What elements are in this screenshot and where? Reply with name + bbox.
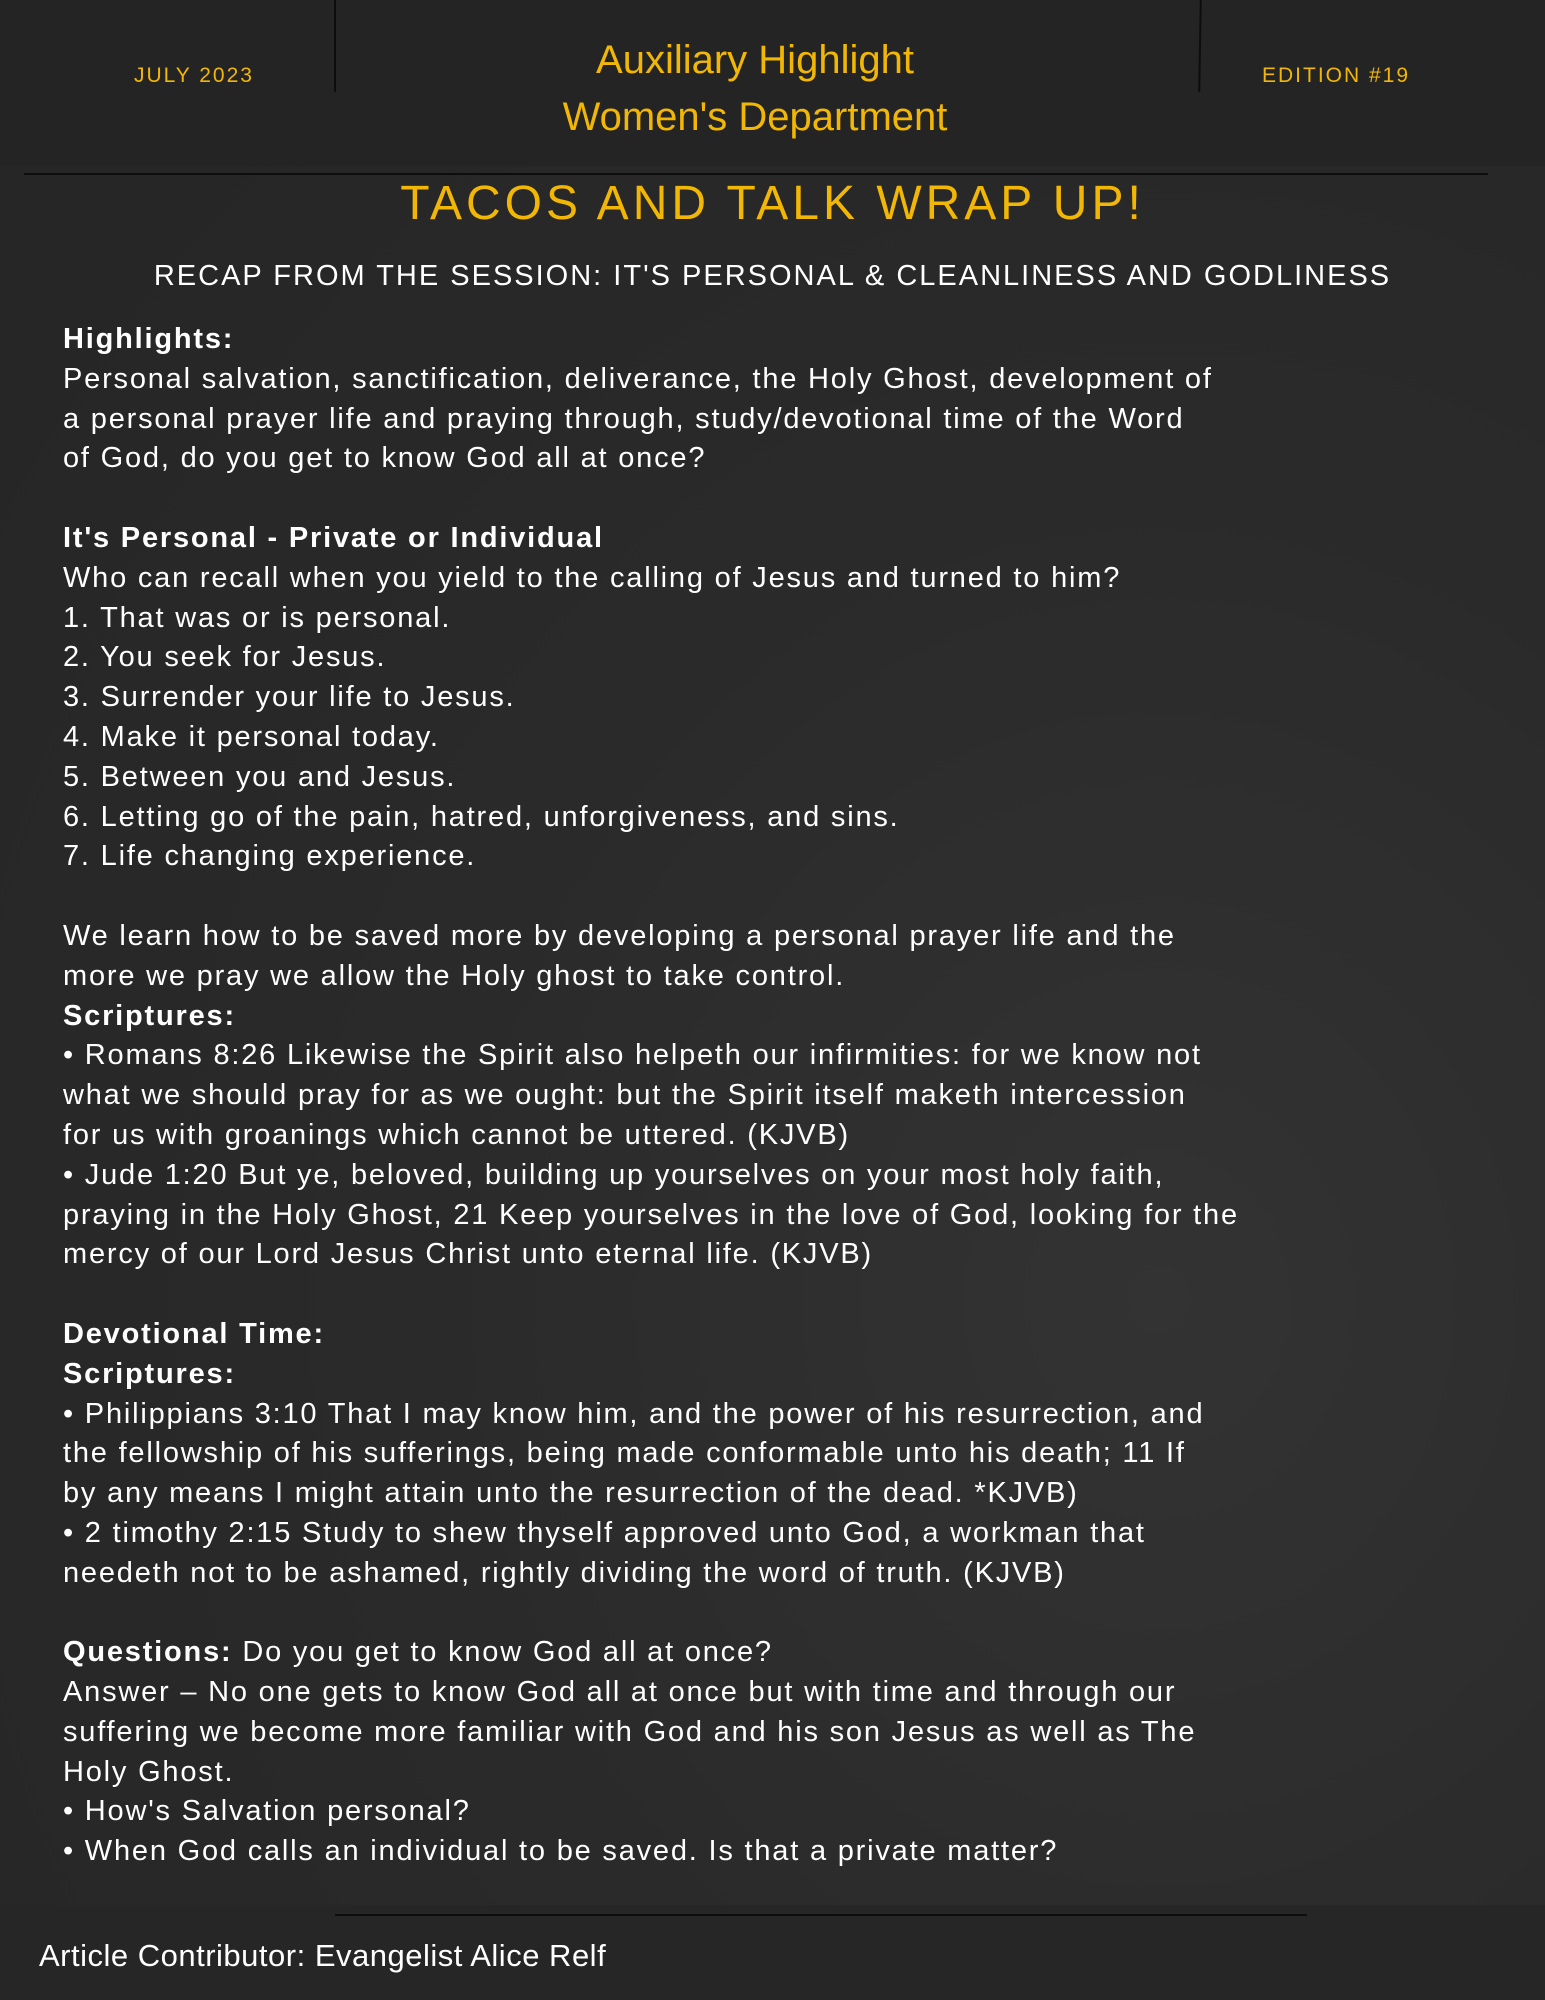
spacer <box>63 1594 1493 1634</box>
issue-date: JULY 2023 <box>134 64 254 87</box>
article-contributor: Article Contributor: Evangelist Alice Relf <box>39 1938 607 1973</box>
text-line: 4. Make it personal today. <box>63 720 440 753</box>
text-line: We learn how to be saved more by developing a personal prayer life and the <box>63 919 1176 952</box>
scriptures-heading: Scriptures: <box>63 999 236 1032</box>
spacer <box>63 877 1493 917</box>
article-body <box>63 320 1493 1872</box>
text-line: 7. Life changing experience. <box>63 840 477 873</box>
text-line: mercy of our Lord Jesus Christ unto eternal life. (KJVB) <box>63 1238 873 1271</box>
scriptures-list-2 <box>63 1395 1493 1594</box>
questions-label: Questions: <box>63 1636 233 1669</box>
department-title: Women's Department <box>562 95 948 139</box>
text-line: praying in the Holy Ghost, 21 Keep yourselves in the love of God, looking for the <box>63 1198 1239 1231</box>
text-line: 1. That was or is personal. <box>63 601 452 634</box>
footer-divider <box>335 1914 1307 1916</box>
text-line: 2. You seek for Jesus. <box>63 641 387 674</box>
spacer <box>63 1275 1493 1315</box>
text-line: the fellowship of his sufferings, being made conformable unto his death; 11 If <box>63 1437 1186 1470</box>
text-line: • Philippians 3:10 That I may know him, and the power of his resurrection, and <box>63 1397 1205 1430</box>
text-line: Holy Ghost. <box>63 1755 235 1788</box>
personal-intro: Who can recall when you yield to the calling of Jesus and turned to him? <box>63 561 1122 594</box>
edition-number: EDITION #19 <box>1262 64 1411 87</box>
text-line: what we should pray for as we ought: but the Spirit itself maketh intercession <box>63 1079 1187 1112</box>
text-line: Answer – No one gets to know God all at once but with time and through our <box>63 1676 1177 1709</box>
devotional-heading: Devotional Time: <box>63 1317 325 1350</box>
questions-line <box>63 1633 1493 1673</box>
text-line: more we pray we allow the Holy ghost to take control. <box>63 959 846 992</box>
text-line: • When God calls an individual to be saved. Is that a private matter? <box>63 1835 1059 1868</box>
text-line: for us with groanings which cannot be uttered. (KJVB) <box>63 1118 850 1151</box>
text-line: • 2 timothy 2:15 Study to shew thyself approved unto God, a workman that <box>63 1516 1146 1549</box>
scriptures-heading-2: Scriptures: <box>63 1357 236 1390</box>
text-line: by any means I might attain unto the resurrection of the dead. *KJVB) <box>63 1477 1079 1510</box>
scriptures-list-1 <box>63 1036 1493 1275</box>
personal-list <box>63 599 1493 878</box>
text-line: suffering we become more familiar with God and his son Jesus as well as The <box>63 1715 1197 1748</box>
newsletter-title: Auxiliary Highlight <box>596 38 914 82</box>
text-line: 5. Between you and Jesus. <box>63 760 457 793</box>
highlights-paragraph <box>63 360 1493 479</box>
text-line: • Romans 8:26 Likewise the Spirit also helpeth our infirmities: for we know not <box>63 1039 1202 1072</box>
article-title: TACOS AND TALK WRAP UP! <box>400 177 1145 230</box>
header-divider-left <box>334 0 336 92</box>
highlights-heading: Highlights: <box>63 323 235 355</box>
header-bar <box>0 0 1545 166</box>
text-line: needeth not to be ashamed, rightly dividing the word of truth. (KJVB) <box>63 1556 1066 1589</box>
text-line: 6. Letting go of the pain, hatred, unforgiveness, and sins. <box>63 800 900 833</box>
article-subtitle: RECAP FROM THE SESSION: IT'S PERSONAL & CLEANLINESS AND GODLINESS <box>153 260 1392 292</box>
text-line: • How's Salvation personal? <box>63 1795 471 1828</box>
answer-paragraph <box>63 1673 1493 1872</box>
text-line: a personal prayer life and praying through, study/devotional time of the Word <box>63 402 1185 435</box>
personal-heading: It's Personal - Private or Individual <box>63 521 604 554</box>
text-line: 3. Surrender your life to Jesus. <box>63 681 516 714</box>
prayer-paragraph <box>63 917 1493 997</box>
top-divider <box>24 173 1488 175</box>
header-divider-right <box>1198 0 1202 92</box>
spacer <box>63 479 1493 519</box>
text-line: of God, do you get to know God all at once? <box>63 442 707 475</box>
questions-text: Do you get to know God all at once? <box>232 1636 773 1669</box>
text-line: • Jude 1:20 But ye, beloved, building up yourselves on your most holy faith, <box>63 1158 1165 1191</box>
text-line: Personal salvation, sanctification, deliverance, the Holy Ghost, development of <box>63 362 1213 395</box>
